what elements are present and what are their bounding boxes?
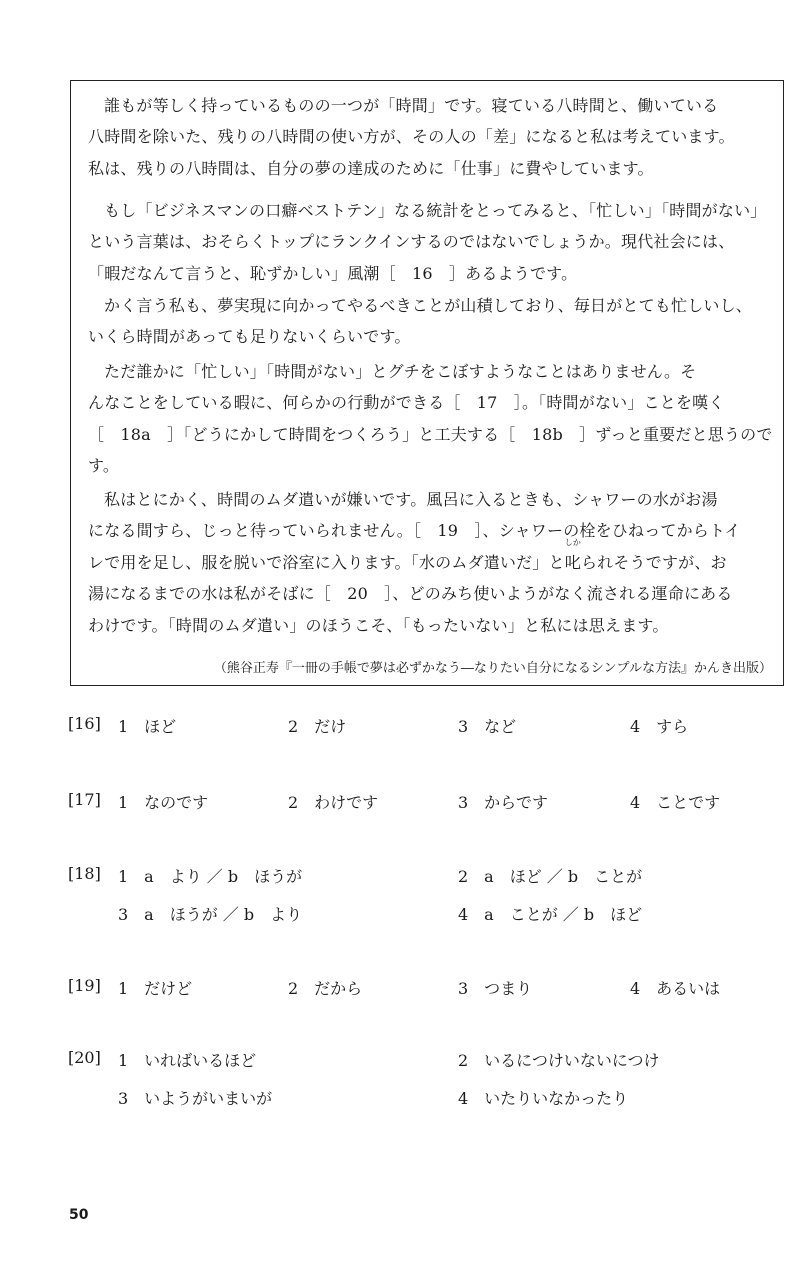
paragraph-2 [88, 195, 766, 289]
answer-option[interactable]: 3 いようがいまいが [118, 1089, 273, 1108]
answer-option[interactable]: 1 ほど [118, 717, 177, 736]
answer-option[interactable]: 3 からです [458, 793, 549, 812]
answer-option[interactable]: 2 だけ [288, 717, 347, 736]
answer-option[interactable]: 3 つまり [458, 979, 533, 998]
text-line: いくら時間があっても足りないくらいです。 [88, 327, 411, 347]
question-number: [19] [68, 976, 101, 995]
text-line: んなことをしている暇に、何らかの行動ができる［ 17 ］。「時間がない」ことを嘆く [88, 393, 725, 413]
answer-option[interactable]: 2 a ほど ／ b ことが [458, 867, 643, 886]
question-number: [17] [68, 790, 101, 809]
text-line: になる間すら、じっと待っていられません。［ 19 ］、シャワーの栓をひねってからトイ [88, 521, 741, 541]
paragraph-5 [88, 484, 741, 641]
answer-option[interactable]: 4 あるいは [630, 979, 721, 998]
text-line: 誰もが等しく持っているものの一つが「時間」です。寝ている八時間と、働いている [104, 96, 719, 115]
text-line: 私はとにかく、時間のムダ遣いが嫌いです。風呂に入るときも、シャワーの水がお湯 [104, 490, 718, 509]
answer-option[interactable]: 4 ことです [630, 793, 721, 812]
answer-option[interactable]: 3 a ほうが ／ b より [118, 905, 303, 924]
answer-option[interactable]: 1 なのです [118, 793, 209, 812]
answer-option[interactable]: 4 すら [630, 717, 689, 736]
ruby-word [564, 537, 582, 578]
question-number: [18] [68, 864, 101, 883]
text-line: 湯になるまでの水は私がそばに［ 20 ］、どのみち使いようがなく流される運命にある [88, 584, 733, 604]
text-line [88, 537, 741, 578]
answer-option[interactable]: 1 いればいるほど [118, 1051, 257, 1070]
page-number: 50 [69, 1207, 89, 1223]
kanji: 叱 [564, 552, 581, 572]
text-segment: レで用を足し、服を脱いで浴室に入ります。「水のムダ遣いだ」と [88, 552, 565, 572]
text-line: という言葉は、おそらくトップにランクインするのではないでしょうか。現代社会には、 [88, 232, 735, 252]
text-line: 八時間を除いた、残りの八時間の使い方が、その人の「差」になると私は考えています。 [88, 127, 735, 147]
text-segment: られそうですが、お [580, 552, 727, 572]
answer-option[interactable]: 4 いたりいなかったり [458, 1089, 629, 1108]
furigana: しか [564, 537, 582, 547]
text-line: ［ 18a ］「どうにかして時間をつくろう」と工夫する［ 18b ］ずっと重要だと思うので [88, 424, 773, 444]
answer-option[interactable]: 3 など [458, 717, 517, 736]
answer-option[interactable]: 1 だけど [118, 979, 193, 998]
answer-option[interactable]: 2 だから [288, 979, 363, 998]
answer-option[interactable]: 2 わけです [288, 793, 379, 812]
text-line: かく言う私も、夢実現に向かってやるべきことが山積しており、毎日がとても忙しいし、 [104, 296, 753, 315]
text-line: す。 [88, 456, 120, 476]
text-line: 私は、残りの八時間は、自分の夢の達成のために「仕事」に費やしています。 [88, 158, 654, 178]
text-line: わけです。「時間のムダ遣い」のほうこそ、「もったいない」と私には思えます。 [88, 615, 669, 635]
text-line: もし「ビジネスマンの口癖ベストテン」なる統計をとってみると、「忙しい」「時間がない」 [104, 201, 767, 220]
answer-option[interactable]: 4 a ことが ／ b ほど [458, 905, 643, 924]
source-citation: （熊谷正寿『一冊の手帳で夢は必ずかなう―なりたい自分になるシンプルな方法』かんき出版） [213, 661, 772, 676]
text-line: ただ誰かに「忙しい」「時間がない」とグチをこぼすようなことはありません。そ [104, 362, 697, 381]
paragraph-4 [88, 356, 773, 482]
text-line: 「暇だなんて言うと、恥ずかしい」風潮［ 16 ］あるようです。 [88, 263, 578, 283]
question-number: [20] [68, 1048, 101, 1067]
paragraph-1 [88, 90, 735, 184]
paragraph-3 [88, 290, 752, 353]
answer-option[interactable]: 1 a より ／ b ほうが [118, 867, 303, 886]
answer-option[interactable]: 2 いるにつけいないにつけ [458, 1051, 660, 1070]
question-number: [16] [68, 714, 101, 733]
